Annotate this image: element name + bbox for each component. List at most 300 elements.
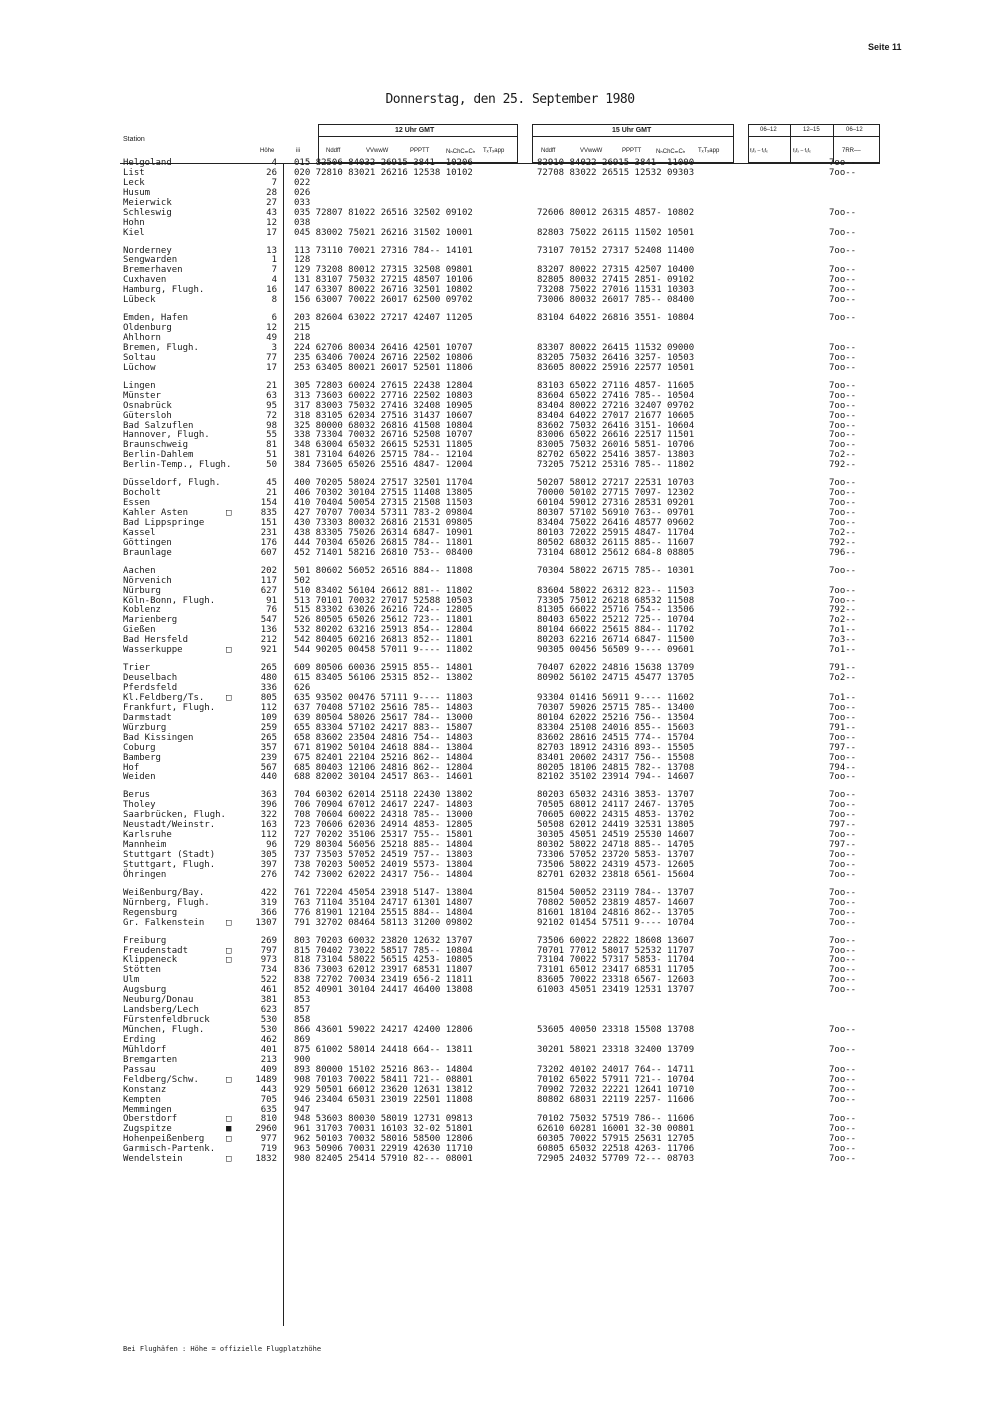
obs-12-uhr: 113 73110 70021 27316 784-- 14101 <box>294 245 473 256</box>
group-gap <box>0 470 1000 478</box>
station-height: 76 <box>266 605 277 616</box>
station-height: 81 <box>266 440 277 451</box>
obs-summary: 7oo-- <box>829 887 857 898</box>
obs-15-uhr: 70304 58022 26715 785-- 10301 <box>537 565 695 576</box>
obs-summary: 7oo-- <box>829 975 857 986</box>
station-height: 21 <box>266 488 277 499</box>
obs-12-uhr: 815 70402 73022 58517 785-- 10804 <box>294 945 473 956</box>
obs-12-uhr: 544 90205 00458 57011 9---- 11802 <box>294 645 473 656</box>
obs-15-uhr: 73202 40102 24017 764-- 14711 <box>537 1064 695 1075</box>
station-marker: □ <box>226 1074 232 1085</box>
station-height: 381 <box>260 995 277 1006</box>
obs-12-uhr: 818 73104 58022 56515 4253- 10805 <box>294 955 473 966</box>
station-height: 366 <box>260 907 277 918</box>
obs-12-uhr: 946 23404 65031 23019 22501 11808 <box>294 1094 473 1105</box>
station-marker: □ <box>226 1154 232 1165</box>
table-row <box>0 323 1000 333</box>
obs-12-uhr: 857 <box>294 1005 311 1016</box>
station-name: Kahler Asten <box>123 508 189 518</box>
station-name: Kiel <box>123 227 145 238</box>
station-name: Erding <box>123 1034 156 1045</box>
table-row <box>0 208 1000 218</box>
station-name: Münster <box>123 390 161 401</box>
obs-summary: 7oo-- <box>829 352 857 363</box>
obs-summary: 7oo-- <box>829 1094 857 1105</box>
header-15-c3: PPPTT <box>622 148 642 154</box>
station-height: 28 <box>266 187 277 198</box>
station-marker: □ <box>226 692 232 703</box>
table-row <box>0 790 1000 800</box>
group-gap <box>0 238 1000 246</box>
station-name: Feldberg/Schw. <box>123 1074 199 1085</box>
station-name: Helgoland <box>123 158 172 168</box>
obs-12-uhr: 035 72807 81022 26516 32502 09102 <box>294 207 473 218</box>
table-row <box>0 1105 1000 1115</box>
obs-15-uhr: 83404 80022 27216 32407 09702 <box>537 400 695 411</box>
table-row <box>0 1095 1000 1105</box>
station-name: Garmisch-Partenk. <box>123 1144 216 1155</box>
obs-summary: 7oo-- <box>829 517 857 528</box>
obs-12-uhr: 305 72803 60024 27615 22438 12804 <box>294 380 473 391</box>
table-row <box>0 391 1000 401</box>
obs-12-uhr: 015 82506 84032 26915 3841- 10206 <box>294 158 473 168</box>
station-height: 45 <box>266 478 277 489</box>
table-row <box>0 763 1000 773</box>
station-name: Würzburg <box>123 722 167 733</box>
table-row <box>0 198 1000 208</box>
obs-12-uhr: 723 70606 62036 24914 4853- 12805 <box>294 820 473 831</box>
obs-12-uhr: 427 70707 70034 57311 783-2 09804 <box>294 508 473 518</box>
station-name: Neustadt/Weinstr. <box>123 820 216 831</box>
header-d2: 12–15 <box>803 127 820 133</box>
obs-15-uhr: 73104 68012 25612 684-8 08805 <box>537 547 695 558</box>
obs-summary: 7oo-- <box>829 285 857 296</box>
station-height: 7 <box>271 265 277 276</box>
table-row <box>0 586 1000 596</box>
obs-summary: 7oo-- <box>829 810 857 821</box>
obs-12-uhr: 675 82401 22104 25216 862-- 14804 <box>294 752 473 763</box>
header-15-c5: TₓTₓapp <box>698 148 720 154</box>
obs-15-uhr: 83207 80022 27315 42507 10400 <box>537 265 695 276</box>
station-height: 265 <box>260 732 277 743</box>
station-name: Pferdsfeld <box>123 683 178 693</box>
table-row <box>0 1045 1000 1055</box>
obs-15-uhr: 80502 68032 26115 885-- 11607 <box>537 537 695 548</box>
station-name: Sengwarden <box>123 255 178 266</box>
group-gap <box>0 928 1000 936</box>
station-height: 98 <box>266 420 277 431</box>
station-height: 401 <box>260 1044 277 1055</box>
table-row <box>0 1065 1000 1075</box>
obs-12-uhr: 858 <box>294 1015 311 1026</box>
obs-15-uhr: 83104 64022 26816 3551- 10804 <box>537 313 695 324</box>
obs-15-uhr: 73208 75022 27016 11531 10303 <box>537 285 695 296</box>
station-name: Gr. Falkenstein <box>123 917 205 928</box>
station-height: 396 <box>260 800 277 811</box>
table-row <box>0 743 1000 753</box>
station-height: 112 <box>260 830 277 841</box>
obs-15-uhr: 72708 83022 26515 12532 09303 <box>537 167 695 178</box>
station-name: Soltau <box>123 352 156 363</box>
obs-summary: 7o2-- <box>829 527 857 538</box>
obs-12-uhr: 685 80403 12106 24816 862-- 12804 <box>294 762 473 773</box>
station-name: Zugspitze <box>123 1124 172 1135</box>
station-height: 705 <box>260 1094 277 1105</box>
group-gap <box>0 373 1000 381</box>
station-name: Marienberg <box>123 615 178 626</box>
table-row <box>0 1114 1000 1124</box>
table-row <box>0 168 1000 178</box>
station-height: 51 <box>266 450 277 461</box>
table-row <box>0 518 1000 528</box>
obs-12-uhr: 908 70103 70022 58411 721-- 08801 <box>294 1074 473 1085</box>
obs-12-uhr: 980 82405 25414 57910 82--- 08001 <box>294 1154 473 1165</box>
station-height: 547 <box>260 615 277 626</box>
station-height: 835 <box>260 508 277 518</box>
obs-summary: 7oo-- <box>829 935 857 946</box>
station-height: 55 <box>266 430 277 441</box>
obs-15-uhr: 80104 66022 25615 884-- 11702 <box>537 625 695 636</box>
station-name: Landsberg/Lech <box>123 1005 199 1016</box>
station-name: Neuburg/Donau <box>123 995 194 1006</box>
station-height: 12 <box>266 217 277 228</box>
station-height: 305 <box>260 850 277 860</box>
obs-12-uhr: 791 32702 08464 58113 31200 09802 <box>294 917 473 928</box>
station-name: Osnabrück <box>123 400 172 411</box>
header-15-c2: VVwwW <box>580 148 603 154</box>
table-row <box>0 965 1000 975</box>
table-row <box>0 498 1000 508</box>
station-name: Leck <box>123 177 145 188</box>
station-name: Kassel <box>123 527 156 538</box>
station-name: Frankfurt, Flugh. <box>123 702 216 713</box>
station-height: 443 <box>260 1084 277 1095</box>
obs-12-uhr: 348 63004 65032 26615 52531 11805 <box>294 440 473 451</box>
obs-12-uhr: 020 72810 83021 26216 12538 10102 <box>294 167 473 178</box>
obs-12-uhr: 215 <box>294 323 311 334</box>
obs-12-uhr: 400 70205 58024 27517 32501 11704 <box>294 478 473 489</box>
obs-12-uhr: 515 83302 63026 26216 724-- 12805 <box>294 605 473 616</box>
page-number: Seite 11 <box>868 42 902 52</box>
station-name: Berus <box>123 790 151 801</box>
station-height: 16 <box>266 285 277 296</box>
station-name: Stötten <box>123 965 161 976</box>
station-name: Lübeck <box>123 295 156 306</box>
obs-12-uhr: 203 82604 63022 27217 42407 11205 <box>294 313 473 324</box>
obs-summary: 7oo-- <box>829 917 857 928</box>
obs-12-uhr: 253 63405 80021 26017 52501 11806 <box>294 362 473 373</box>
station-name: List <box>123 167 145 178</box>
obs-15-uhr: 70102 75032 57519 786-- 11606 <box>537 1114 695 1125</box>
obs-summary: 792-- <box>829 605 857 616</box>
obs-summary: 7o1-- <box>829 692 857 703</box>
station-name: Köln-Bonn, Flugh. <box>123 595 216 606</box>
obs-15-uhr: 83604 58022 26312 823-- 11503 <box>537 585 695 596</box>
obs-15-uhr: 73101 65012 23417 68531 11705 <box>537 965 695 976</box>
table-row <box>0 295 1000 305</box>
obs-12-uhr: 026 <box>294 187 311 198</box>
table-row <box>0 596 1000 606</box>
obs-12-uhr: 893 80000 15102 25216 863-- 14804 <box>294 1064 473 1075</box>
station-marker: □ <box>226 917 232 928</box>
station-height: 409 <box>260 1064 277 1075</box>
obs-12-uhr: 776 81901 12104 25515 884-- 14804 <box>294 907 473 918</box>
obs-15-uhr: 82703 18912 24316 893-- 15505 <box>537 742 695 753</box>
obs-15-uhr: 60104 59012 27316 28531 09201 <box>537 498 695 509</box>
station-name: Darmstadt <box>123 712 172 723</box>
obs-summary: 7oo-- <box>829 1154 857 1165</box>
obs-summary: 7oo-- <box>829 478 857 489</box>
table-row <box>0 1154 1000 1164</box>
station-name: Nürnberg, Flugh. <box>123 897 210 908</box>
station-height: 72 <box>266 410 277 421</box>
obs-15-uhr: 81305 66022 25716 754-- 13506 <box>537 605 695 616</box>
obs-summary: 7o2-- <box>829 450 857 461</box>
table-row <box>0 800 1000 810</box>
obs-12-uhr: 532 80202 63216 25913 854-- 12804 <box>294 625 473 636</box>
table-row <box>0 713 1000 723</box>
header-iii: iii <box>296 148 300 154</box>
header-e1: fₓfₓ – fₓfₓ <box>750 148 768 154</box>
obs-summary: 794-- <box>829 762 857 773</box>
obs-summary: 7oo-- <box>829 595 857 606</box>
table-row <box>0 313 1000 323</box>
station-marker: ■ <box>226 1124 232 1135</box>
obs-12-uhr: 033 <box>294 197 311 208</box>
station-marker: □ <box>226 945 232 956</box>
obs-15-uhr: 50508 62012 24419 32531 13805 <box>537 820 695 831</box>
obs-15-uhr: 82102 35102 23914 794-- 14607 <box>537 772 695 783</box>
group-gap <box>0 880 1000 888</box>
obs-summary: 7oo-- <box>829 227 857 238</box>
obs-12-uhr: 729 80304 56056 25218 885-- 14804 <box>294 840 473 851</box>
station-name: Koblenz <box>123 605 161 616</box>
station-name: Meierwick <box>123 197 172 208</box>
station-name: Bad Lippspringe <box>123 517 205 528</box>
obs-12-uhr: 609 80506 60036 25915 855-- 14801 <box>294 663 473 674</box>
obs-summary: 7oo-- <box>829 295 857 306</box>
obs-summary: 7oo-- <box>829 830 857 841</box>
obs-summary: 7oo-- <box>829 907 857 918</box>
obs-15-uhr: 70701 77012 58017 52532 11707 <box>537 945 695 956</box>
station-name: Memmingen <box>123 1104 172 1115</box>
obs-summary: 7oo-- <box>829 702 857 713</box>
station-height: 1 <box>271 255 277 266</box>
station-name: Weißenburg/Bay. <box>123 887 205 898</box>
table-row <box>0 673 1000 683</box>
station-name: Hohenpeißenberg <box>123 1134 205 1145</box>
table-row <box>0 178 1000 188</box>
obs-summary: 7oo-- <box>829 790 857 801</box>
station-marker: □ <box>226 1134 232 1145</box>
table-row <box>0 635 1000 645</box>
station-name: Schleswig <box>123 207 172 218</box>
table-row <box>0 430 1000 440</box>
station-height: 231 <box>260 527 277 538</box>
obs-summary: 7oo-- <box>829 945 857 956</box>
obs-summary: 7oo-- <box>829 498 857 509</box>
station-name: Weiden <box>123 772 156 783</box>
obs-15-uhr: 82805 80032 27415 2851- 09102 <box>537 275 695 286</box>
table-row <box>0 275 1000 285</box>
table-row <box>0 605 1000 615</box>
station-name: Nörvenich <box>123 575 172 586</box>
table-row <box>0 228 1000 238</box>
obs-12-uhr: 866 43601 59022 24217 42400 12806 <box>294 1025 473 1035</box>
station-name: Karlsruhe <box>123 830 172 841</box>
station-name: Essen <box>123 498 151 509</box>
obs-15-uhr: 30201 58021 23318 32400 13709 <box>537 1044 695 1055</box>
obs-summary: 796-- <box>829 547 857 558</box>
station-height: 422 <box>260 887 277 898</box>
obs-summary: 7oo-- <box>829 712 857 723</box>
obs-15-uhr: 80307 57102 56910 763-- 09701 <box>537 508 695 518</box>
group-gap <box>0 1164 1000 1172</box>
header-12-c5: TₓTₓapp <box>483 148 505 154</box>
station-height: 921 <box>260 645 277 656</box>
obs-15-uhr: 80902 56102 24715 45477 13705 <box>537 673 695 684</box>
obs-summary: 7oo-- <box>829 985 857 996</box>
obs-12-uhr: 803 70203 60032 23820 12632 13707 <box>294 935 473 946</box>
station-name: Freiburg <box>123 935 167 946</box>
obs-15-uhr: 81504 50052 23119 784-- 13707 <box>537 887 695 898</box>
table-row <box>0 548 1000 558</box>
header-12-c4: NₕChCₘCₕ <box>446 149 476 155</box>
station-name: Mannheim <box>123 840 167 851</box>
footnote: Bei Flughäfen : Höhe = offizielle Flugplatzhöhe <box>123 1345 322 1353</box>
obs-12-uhr: 317 83003 75032 27416 32408 10905 <box>294 400 473 411</box>
obs-12-uhr: 045 83002 75021 26216 31502 10001 <box>294 227 473 238</box>
table-row <box>0 840 1000 850</box>
obs-15-uhr: 73107 70152 27317 52408 11400 <box>537 245 695 256</box>
station-height: 50 <box>266 460 277 471</box>
station-height: 480 <box>260 673 277 684</box>
obs-summary: 797-- <box>829 742 857 753</box>
station-name: Stuttgart (Stadt) <box>123 850 216 860</box>
station-height: 1832 <box>255 1154 277 1165</box>
station-name: Düsseldorf, Flugh. <box>123 478 221 489</box>
table-row <box>0 850 1000 860</box>
station-table <box>0 158 1000 1172</box>
table-row <box>0 440 1000 450</box>
obs-12-uhr: 381 73104 64026 25715 784-- 12104 <box>294 450 473 461</box>
station-height: 96 <box>266 840 277 851</box>
station-height: 109 <box>260 712 277 723</box>
table-row <box>0 1075 1000 1085</box>
obs-12-uhr: 513 70101 70032 27017 52588 10503 <box>294 595 473 606</box>
obs-15-uhr: 83604 65022 27416 785-- 10504 <box>537 390 695 401</box>
obs-12-uhr: 038 <box>294 217 311 228</box>
obs-summary: 7o3-- <box>829 635 857 646</box>
table-row <box>0 538 1000 548</box>
station-height: 363 <box>260 790 277 801</box>
obs-15-uhr: 83304 25108 24016 855-- 15603 <box>537 722 695 733</box>
obs-12-uhr: 406 70302 30104 27515 11408 13805 <box>294 488 473 499</box>
obs-12-uhr: 325 80000 68032 26816 41508 10804 <box>294 420 473 431</box>
station-height: 4 <box>271 158 277 168</box>
header-e2: fₓfₓ – fₓfₓ <box>793 148 811 154</box>
obs-12-uhr: 218 <box>294 333 311 343</box>
obs-12-uhr: 615 83405 56106 25315 852-- 13802 <box>294 673 473 684</box>
table-row <box>0 381 1000 391</box>
obs-12-uhr: 626 <box>294 683 311 693</box>
station-height: 461 <box>260 985 277 996</box>
obs-15-uhr: 73306 57052 23720 5853- 13707 <box>537 850 695 860</box>
obs-12-uhr: 131 83107 75032 27215 48507 10106 <box>294 275 473 286</box>
header-12-c2: VVwwW <box>366 148 389 154</box>
station-height: 719 <box>260 1144 277 1155</box>
station-name: Ulm <box>123 975 140 986</box>
obs-12-uhr: 452 71401 58216 26810 753-- 08400 <box>294 547 473 558</box>
station-height: 973 <box>260 955 277 966</box>
station-name: Kempten <box>123 1094 161 1105</box>
obs-12-uhr: 502 <box>294 575 311 586</box>
station-height: 8 <box>271 295 277 306</box>
station-name: Lüchow <box>123 362 156 373</box>
obs-15-uhr: 30305 45051 24519 25530 14607 <box>537 830 695 841</box>
station-name: München, Flugh. <box>123 1025 205 1035</box>
station-height: 77 <box>266 352 277 363</box>
station-height: 322 <box>260 810 277 821</box>
station-height: 623 <box>260 1005 277 1016</box>
station-name: Gütersloh <box>123 410 172 421</box>
station-height: 49 <box>266 333 277 343</box>
station-height: 336 <box>260 683 277 693</box>
station-height: 212 <box>260 635 277 646</box>
station-name: Cuxhaven <box>123 275 167 286</box>
table-row <box>0 1015 1000 1025</box>
obs-12-uhr: 761 72204 45054 23918 5147- 13804 <box>294 887 473 898</box>
station-name: Wasserkuppe <box>123 645 183 656</box>
station-name: Coburg <box>123 742 156 753</box>
table-row <box>0 528 1000 538</box>
obs-15-uhr: 61003 45051 23419 12531 13707 <box>537 985 695 996</box>
table-row <box>0 820 1000 830</box>
page-title: Donnerstag, den 25. September 1980 <box>385 92 635 107</box>
table-row <box>0 995 1000 1005</box>
obs-12-uhr: 510 83402 56104 26612 881-- 11802 <box>294 585 473 596</box>
obs-15-uhr: 72606 80012 26315 4857- 10802 <box>537 207 695 218</box>
table-row <box>0 703 1000 713</box>
obs-12-uhr: 869 <box>294 1034 311 1045</box>
table-row <box>0 975 1000 985</box>
station-height: 805 <box>260 692 277 703</box>
obs-12-uhr: 900 <box>294 1054 311 1065</box>
obs-summary: 797-- <box>829 820 857 831</box>
obs-summary: 7oo-- <box>829 732 857 743</box>
station-name: Braunschweig <box>123 440 189 451</box>
obs-15-uhr: 90305 00456 56509 9---- 09601 <box>537 645 695 656</box>
station-name: Bocholt <box>123 488 161 499</box>
obs-12-uhr: 444 70304 65026 26815 784-- 11801 <box>294 537 473 548</box>
station-height: 26 <box>266 167 277 178</box>
obs-12-uhr: 671 81902 50104 24618 884-- 13804 <box>294 742 473 753</box>
station-height: 357 <box>260 742 277 753</box>
obs-summary: 7oo-- <box>829 167 857 178</box>
obs-15-uhr: 83307 80022 26415 11532 09000 <box>537 342 695 353</box>
group-gap <box>0 558 1000 566</box>
header-12-uhr: 12 Uhr GMT <box>395 127 435 134</box>
station-name: Stuttgart, Flugh. <box>123 859 216 870</box>
obs-12-uhr: 738 70203 50052 24019 5573- 13804 <box>294 859 473 870</box>
obs-15-uhr: 72905 24032 57709 72--- 08703 <box>537 1154 695 1165</box>
station-height: 136 <box>260 625 277 636</box>
table-row <box>0 488 1000 498</box>
station-name: Braunlage <box>123 547 172 558</box>
header-e3: 7RR–– <box>842 148 861 154</box>
station-name: Konstanz <box>123 1084 167 1095</box>
obs-summary: 7oo-- <box>829 380 857 391</box>
